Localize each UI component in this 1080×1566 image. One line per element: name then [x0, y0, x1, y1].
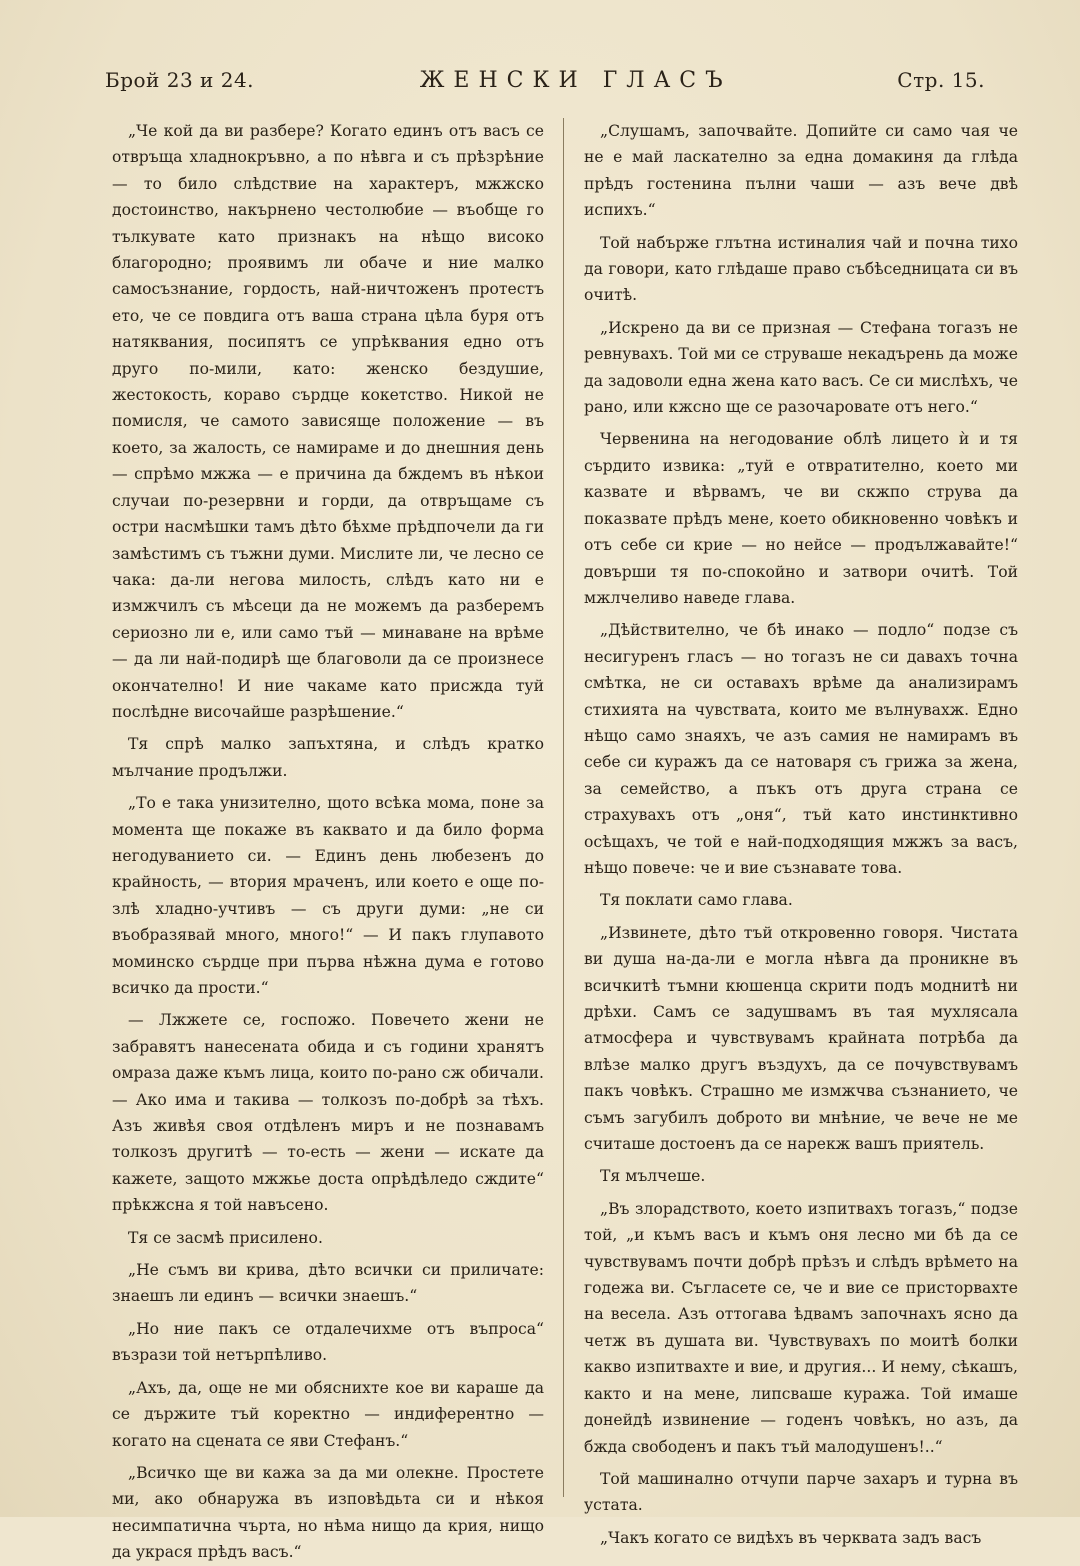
right-column	[584, 118, 1018, 1547]
paragraph: Тя поклати само глава.	[600, 891, 793, 910]
paragraph: „Извинете, дѣто тъй откровенно говоря. Чистата ви душа на-да-ли е могла нѣвга да проникне въ всичкитѣ тъмни кюшенца скрити подъ моднитѣ ни дрѣхи. Самъ се задушвамъ въ тая мухлясала атмосфера и чувствувамъ крайната потрѣба да влѣзе малко другъ въздухъ, да се почувствувамъ пакъ човѣкъ. Страшно ме измжчва съзнанието, че съмъ загубилъ доброто ви мнѣние, че вече не ме считаше достоенъ да се нарекж вашъ приятель.	[584, 923, 1018, 1154]
paragraph: „Слушамъ, започвайте. Допийте си само чая че не е май ласкателно за една домакиня да глѣда прѣдъ гостенина пълни чаши — азъ вече двѣ испихъ.“	[584, 122, 1018, 220]
paragraph: „Но ние пакъ се отдалечихме отъ въпроса“ възрази той нетърпѣливо.	[112, 1319, 544, 1365]
paragraph: Тя спрѣ малко запъхтяна, и слѣдъ кратко мълчание продължи.	[112, 735, 544, 780]
column-divider	[563, 118, 564, 1497]
paragraph: Тя мълчеше.	[600, 1167, 706, 1186]
left-column	[112, 118, 544, 1562]
paragraph: „Дѣйствително, че бѣ инако — подло“ подзе съ несигуренъ гласъ — но тогазъ не си давахъ точна смѣтка, не си оставахъ врѣме да анализирамъ стихията на чувствата, които ме вълнувахж. Едно нѣщо само знаяхъ, че азъ самия не намирамъ въ себе си куражъ да се натоваря съ грижа за жена, за семейство, а пъкъ отъ друга страна се страхувахъ отъ „оня“, тъй като инстинктивно осѣщахъ, че той е най-подходящия мжжъ за васъ, нѣщо повече: че и вие съзнавате това.	[584, 621, 1018, 877]
paragraph: „Всичко ще ви кажа за да ми олекне. Простете ми, ако обнаружа въ изповѣдьта си и нѣкоя несимпатична чърта, но нѣма нищо да крия, нищо да украся прѣдъ васъ.“	[112, 1463, 544, 1562]
paragraph: Тя се засмѣ присилено.	[128, 1228, 323, 1247]
paragraph: „Искрено да ви се призная — Стефана тогазъ не ревнувахъ. Той ми се струваше некадърень да може да задоволи една жена като васъ. Се си мислѣхъ, че рано, или кжсно ще се разочаровате отъ него.“	[584, 318, 1018, 417]
paragraph: „Чакъ когато се видѣхъ въ черквата задъ васъ	[600, 1528, 982, 1547]
paragraph: Той машинално отчупи парче захаръ и турна въ устата.	[584, 1469, 1018, 1515]
paragraph: „Въ злорадството, което изпитвахъ тогазъ,“ подзе той, „и къмъ васъ и къмъ оня лесно ми бѣ да се чувствувамъ почти добрѣ прѣзъ и слѣдъ врѣмето на годежа ви. Съгласете се, че и вие се присторвахте на весела. Азъ оттогава ѣдвамъ започнахъ ясно да четж въ душата ви. Чувствувахъ по моитѣ болки какво изпитвахте и вие, и другия... И нему, сѣкашъ, както и на мене, липсваше куража. Той имаше донейдѣ извинение — годенъ човѣкъ, но азъ, да бжда свободенъ и пакъ тъй малодушенъ!..“	[584, 1199, 1018, 1456]
newspaper-title: ЖЕНСКИ ГЛАСЪ	[419, 67, 732, 93]
paragraph: „Че кой да ви разбере? Когато единъ отъ васъ се отвръща хладнокръвно, а по нѣвга и съ прѣзрѣние — то било слѣдствие на характеръ, мжжско достоинство, накърнено честолюбие — въобще го тълкувате като признакъ на нѣщо високо благородно; проявимъ ли обаче и ние малко самосъзнание, гордость, най-ничтоженъ протестъ ето, че се повдига отъ ваша страна цѣла буря отъ натяквания, посипятъ се упрѣквания едно отъ друго по-мили, като: женско бездушие, жестокость, кораво сърдце кокетство. Никой не помисля, че самото зависяще положение — въ което, за жалость, се намираме и до днешния день — спрѣмо мжжа — е причина да бждемъ въ нѣкои случаи по-резервни и горди, да отвръщаме съ остри насмѣшки тамъ дѣто бѣхме прѣдпочели да ги замѣстимъ съ тъжни думи. Мислите ли, че лесно се чака: да-ли негова милость, слѣдъ като ни е измжчилъ съ мѣсеци да не можемъ да разберемъ сериозно ли е, или само тъй — минаване на врѣме — да ли най-подирѣ ще благоволи да се произнесе окончателно! И ние чакаме като присжда туй послѣдне височайше разрѣшение.“	[112, 122, 544, 721]
paragraph: „Не съмъ ви крива, дѣто всички си приличате: знаешъ ли единъ — всички знаешъ.“	[112, 1261, 544, 1306]
paragraph: „Ахъ, да, още не ми обяснихте кое ви караше да се държите тъй коректно — индиферентно — когато на сцената се яви Стефанъ.“	[112, 1378, 544, 1450]
page-number: Стр. 15.	[897, 68, 985, 92]
paragraph: Той набърже глътна истиналия чай и почна тихо да говори, като глѣдаше право събѣседницата си въ очитѣ.	[584, 233, 1018, 305]
page-header	[105, 60, 985, 100]
paragraph: — Лжжете се, госпожо. Повечето жени не забравятъ нанесената обида и съ години хранятъ омраза даже къмъ лица, които по-рано сж обичали. — Ако има и такива — толкозъ по-добрѣ за тѣхъ. Азъ живѣя своя отдѣленъ миръ и не познавамъ толкозъ другитѣ — то-есть — жени — искате да кажете, защото мжжье доста опрѣдѣледо сждите“ прѣкжсна я той навъсено.	[112, 1011, 544, 1215]
issue-number: Брой 23 и 24.	[105, 68, 255, 92]
paragraph: Червенина на негодование облѣ лицето ѝ и тя сърдито извика: „туй е отвратително, което ми казвате и вѣрвамъ, че ви скжпо струва да показвате прѣдъ мене, което обикновенно човѣкъ и отъ себе си крие — но нейсе — продължавайте!“ довърши тя по-спокойно и затвори очитѣ. Той мжлчеливо наведе глава.	[584, 430, 1018, 607]
paragraph: „То е така унизително, щото всѣка мома, поне за момента ще покаже въ каквато и да било форма негодуванието си. — Единъ день любезенъ до крайность, — втория мраченъ, или което е още по-злѣ хладно-учтивъ — съ други думи: „не си въобразявай много, много!“ — И пакъ глупавото моминско сърдце при първа нѣжна дума е готово всичко да прости.“	[112, 794, 544, 997]
